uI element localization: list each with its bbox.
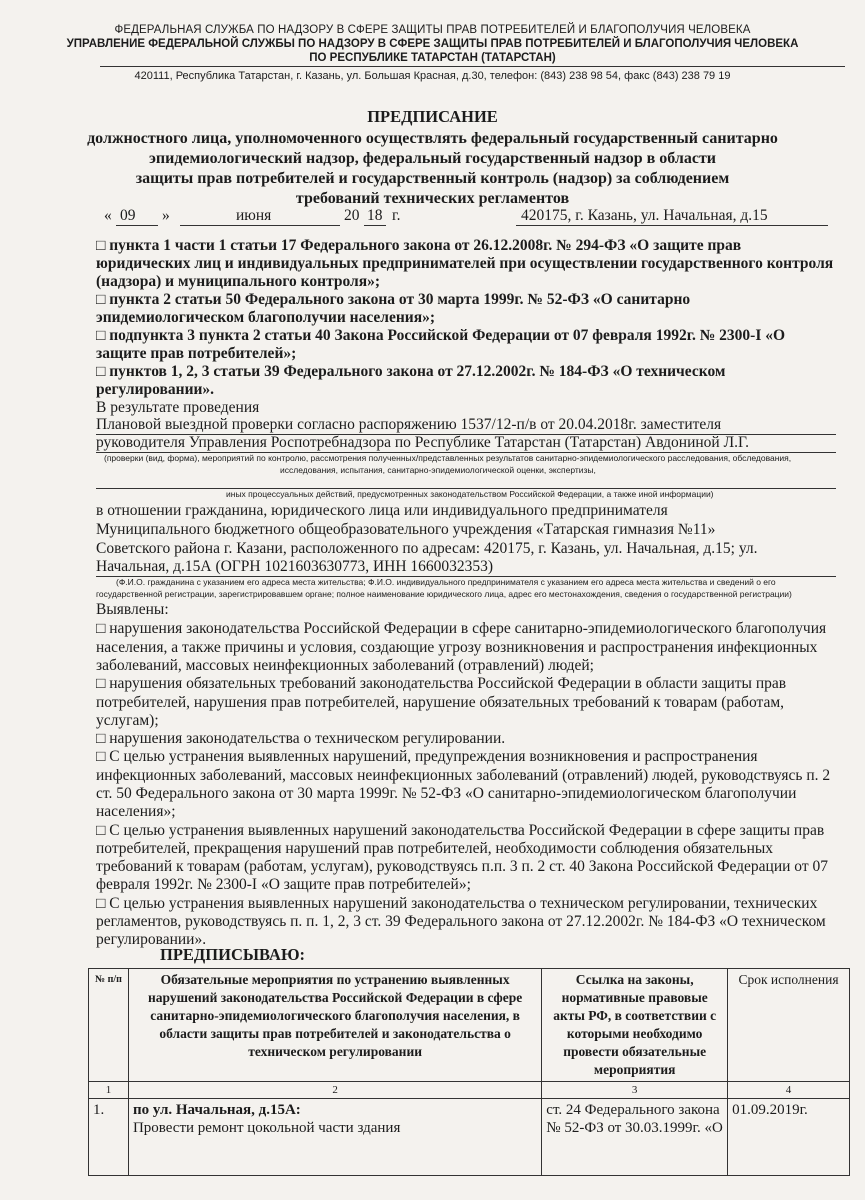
finding-line-7: □ нарушения законодательства о техническом регулировании. bbox=[96, 730, 506, 747]
header-agency: ФЕДЕРАЛЬНАЯ СЛУЖБА ПО НАДЗОРУ В СФЕРЕ ЗАЩИТЫ ПРАВ ПОТРЕБИТЕЛЕЙ И БЛАГОПОЛУЧИЯ ЧЕЛОВЕКА bbox=[114, 24, 751, 36]
table-header-row bbox=[89, 969, 850, 1082]
subject-line-1: Муниципального бюджетного общеобразовательного учреждения «Татарская гимназия №11» bbox=[96, 521, 716, 538]
result-note-2: исследования, испытания, санитарно-эпидемиологической оценки, экспертизы, bbox=[280, 465, 596, 475]
law-line-5: эпидемиологическом благополучии населения»; bbox=[96, 309, 436, 326]
title-line-2: эпидемиологический надзор, федеральный государственный надзор в области bbox=[148, 150, 717, 167]
date-month-underline bbox=[180, 225, 340, 226]
date-place-underline bbox=[516, 225, 828, 226]
finding-line-10: ст. 50 Федерального закона от 30 марта 1999г. № 52-ФЗ «О санитарно-эпидемиологическом благополучии bbox=[96, 785, 797, 802]
result-note-1: (проверки (вид, форма), мероприятий по контролю, рассмотрения полученных/представленных результатов санитарно-эпидемиологического расследования, обследования, bbox=[104, 453, 792, 463]
header-deadline: Срок исполнения bbox=[728, 969, 850, 1082]
result-intro: В результате проведения bbox=[96, 399, 260, 416]
finding-line-11: населения»; bbox=[96, 803, 176, 820]
law-line-3: (надзора) и муниципального контроля»; bbox=[96, 273, 381, 290]
law-line-9: регулировании». bbox=[96, 381, 215, 398]
finding-line-3: заболеваний, массовых неинфекционных заболеваний (отравлений) людей; bbox=[96, 657, 594, 674]
finding-line-1: □ нарушения законодательства Российской Федерации в сфере санитарно-эпидемиологического благополучия bbox=[96, 620, 827, 637]
finding-line-16: □ С целью устранения выявленных нарушений законодательства о техническом регулировании, технических bbox=[96, 895, 818, 912]
date-year: 18 bbox=[367, 207, 383, 224]
law-line-7: защите прав потребителей»; bbox=[96, 345, 297, 362]
prescribe-heading: ПРЕДПИСЫВАЮ: bbox=[160, 945, 306, 964]
header-divider bbox=[100, 66, 845, 67]
finding-line-12: □ С целью устранения выявленных нарушений законодательства Российской Федерации в сфере защиты прав bbox=[96, 822, 825, 839]
colnum-4: 4 bbox=[728, 1082, 850, 1099]
law-line-4: □ пункта 2 статьи 50 Федерального закона от 30 марта 1999г. № 52-ФЗ «О санитарно bbox=[96, 291, 691, 308]
finding-line-15: февраля 1992г. № 2300-I «О защите прав потребителей»; bbox=[96, 876, 471, 893]
document-title: ПРЕДПИСАНИЕ bbox=[367, 107, 498, 126]
date-day-underline bbox=[116, 225, 158, 226]
table-colnum-row bbox=[89, 1082, 850, 1099]
title-line-4: требований технических регламентов bbox=[295, 190, 570, 207]
date-day: 09 bbox=[120, 207, 136, 224]
header-region: ПО РЕСПУБЛИКЕ ТАТАРСТАН (ТАТАРСТАН) bbox=[309, 52, 556, 64]
row-deadline: 01.09.2019г. bbox=[728, 1099, 850, 1176]
result-line-1: Плановой выездной проверки согласно распоряжению 1537/12-п/в от 20.04.2018г. заместителя bbox=[96, 416, 722, 433]
finding-line-18: регулировании». bbox=[96, 931, 207, 948]
colnum-2: 2 bbox=[128, 1082, 541, 1099]
header-address: 420111, Республика Татарстан, г. Казань, ул. Большая Красная, д.30, телефон: (843) 238 98 54, факс (843) 238 79 19 bbox=[134, 70, 731, 82]
date-year-suffix: г. bbox=[392, 207, 401, 224]
header-laws: Ссылка на законы, нормативные правовые акты РФ, в соответствии с которыми необходимо провести обязательные мероприятия bbox=[542, 969, 728, 1082]
colnum-3: 3 bbox=[542, 1082, 728, 1099]
title-line-1: должностного лица, уполномоченного осуществлять федеральный государственный санитарно bbox=[87, 130, 778, 147]
finding-line-14: требований к товарам (работам, услугам), руководствуясь п.п. 3 п. 2 ст. 40 Закона Российской Федерации от 07 bbox=[96, 858, 829, 875]
date-month: июня bbox=[236, 207, 272, 224]
date-quote-close: » bbox=[162, 207, 170, 224]
measures-table bbox=[88, 968, 850, 1176]
finding-line-9: инфекционных заболеваний, массовых неинфекционных заболеваний (отравлений) людей, руководствуясь п. 2 bbox=[96, 767, 831, 784]
subject-intro: в отношении гражданина, юридического лица или индивидуального предпринимателя bbox=[96, 502, 668, 519]
subject-note-2: государственной регистрации, зарегистрировавшем органе; полное наименование юридического лица, адрес его местонахождения, сведения о государственной регистрации) bbox=[96, 589, 792, 599]
date-quote-open: « bbox=[104, 207, 112, 224]
law-line-2: юридических лиц и индивидуальных предпринимателей при осуществлении государственного контроля bbox=[96, 255, 834, 272]
law-line-1: □ пункта 1 части 1 статьи 17 Федерального закона от 26.12.2008г. № 294-ФЗ «О защите прав bbox=[96, 237, 742, 254]
row-num: 1. bbox=[89, 1099, 129, 1176]
row-address: по ул. Начальная, д.15А: bbox=[132, 1102, 301, 1118]
findings-intro: Выявлены: bbox=[96, 601, 169, 618]
row-measure-cell bbox=[128, 1099, 541, 1176]
title-line-3: защиты прав потребителей и государственный контроль (надзор) за соблюдением bbox=[135, 170, 730, 187]
row-measure: Провести ремонт цокольной части здания bbox=[132, 1120, 401, 1136]
law-line-6: □ подпункта 3 пункта 2 статьи 40 Закона Российской Федерации от 07 февраля 1992г. № 2300-I «О bbox=[96, 327, 786, 344]
finding-line-17: регламентов, руководствуясь п. п. 1, 2, 3 ст. 39 Федерального закона от 27.12.2002г. № 184-ФЗ «О техническом bbox=[96, 913, 826, 930]
header-department: УПРАВЛЕНИЕ ФЕДЕРАЛЬНОЙ СЛУЖБЫ ПО НАДЗОРУ В СФЕРЕ ЗАЩИТЫ ПРАВ ПОТРЕБИТЕЛЕЙ И БЛАГОПОЛУЧИЯ ЧЕЛОВЕКА bbox=[66, 38, 799, 50]
finding-line-5: потребителей, нарушения прав потребителей, нарушение обязательных требований к товарам (работам, bbox=[96, 694, 785, 711]
subject-line-2: Советского района г. Казани, расположенного по адресам: 420175, г. Казань, ул. Начальная, д.15; ул. bbox=[96, 540, 758, 557]
finding-line-13: потребителей, прекращения нарушений прав потребителей, необходимости соблюдения обязательных bbox=[96, 840, 774, 857]
date-year-underline bbox=[364, 225, 386, 226]
finding-line-8: □ С целью устранения выявленных нарушений, предупреждения возникновения и распространения bbox=[96, 748, 758, 765]
table-row bbox=[89, 1099, 850, 1176]
header-num: № п/п bbox=[89, 969, 129, 1082]
date-year-prefix: 20 bbox=[344, 207, 360, 224]
finding-line-4: □ нарушения обязательных требований законодательства Российской Федерации в области защиты прав bbox=[96, 675, 787, 692]
subject-line-3: Начальная, д.15А (ОГРН 1021603630773, ИНН 1660032353) bbox=[96, 558, 494, 575]
result-note-3: иных процессуальных действий, предусмотренных законодательством Российской Федерации, а также иной информации) bbox=[226, 489, 714, 499]
colnum-1: 1 bbox=[89, 1082, 129, 1099]
finding-line-2: населения, а также причины и условия, создающие угрозу возникновения и распространения инфекционных bbox=[96, 639, 818, 656]
law-line-8: □ пунктов 1, 2, 3 статьи 39 Федерального закона от 27.12.2002г. № 184-ФЗ «О техническом bbox=[96, 363, 726, 380]
result-line-2: руководителя Управления Роспотребнадзора по Республике Татарстан (Татарстан) Авдониной Л.Г. bbox=[96, 434, 750, 451]
date-place: 420175, г. Казань, ул. Начальная, д.15 bbox=[521, 207, 768, 224]
row-law: ст. 24 Федерального закона № 52-ФЗ от 30.03.1999г. «О bbox=[542, 1099, 728, 1176]
header-measures: Обязательные мероприятия по устранению выявленных нарушений законодательства Российской Федерации в сфере санитарно-эпидемиологического благополучия населения, в области защиты прав потребителей и законодательства о техническом регулировании bbox=[128, 969, 541, 1082]
subject-note-1: (Ф.И.О. гражданина с указанием его адреса места жительства; Ф.И.О. индивидуального предпринимателя с указанием его адреса места жительства и сведений о его bbox=[116, 577, 776, 587]
finding-line-6: услугам); bbox=[96, 712, 159, 729]
